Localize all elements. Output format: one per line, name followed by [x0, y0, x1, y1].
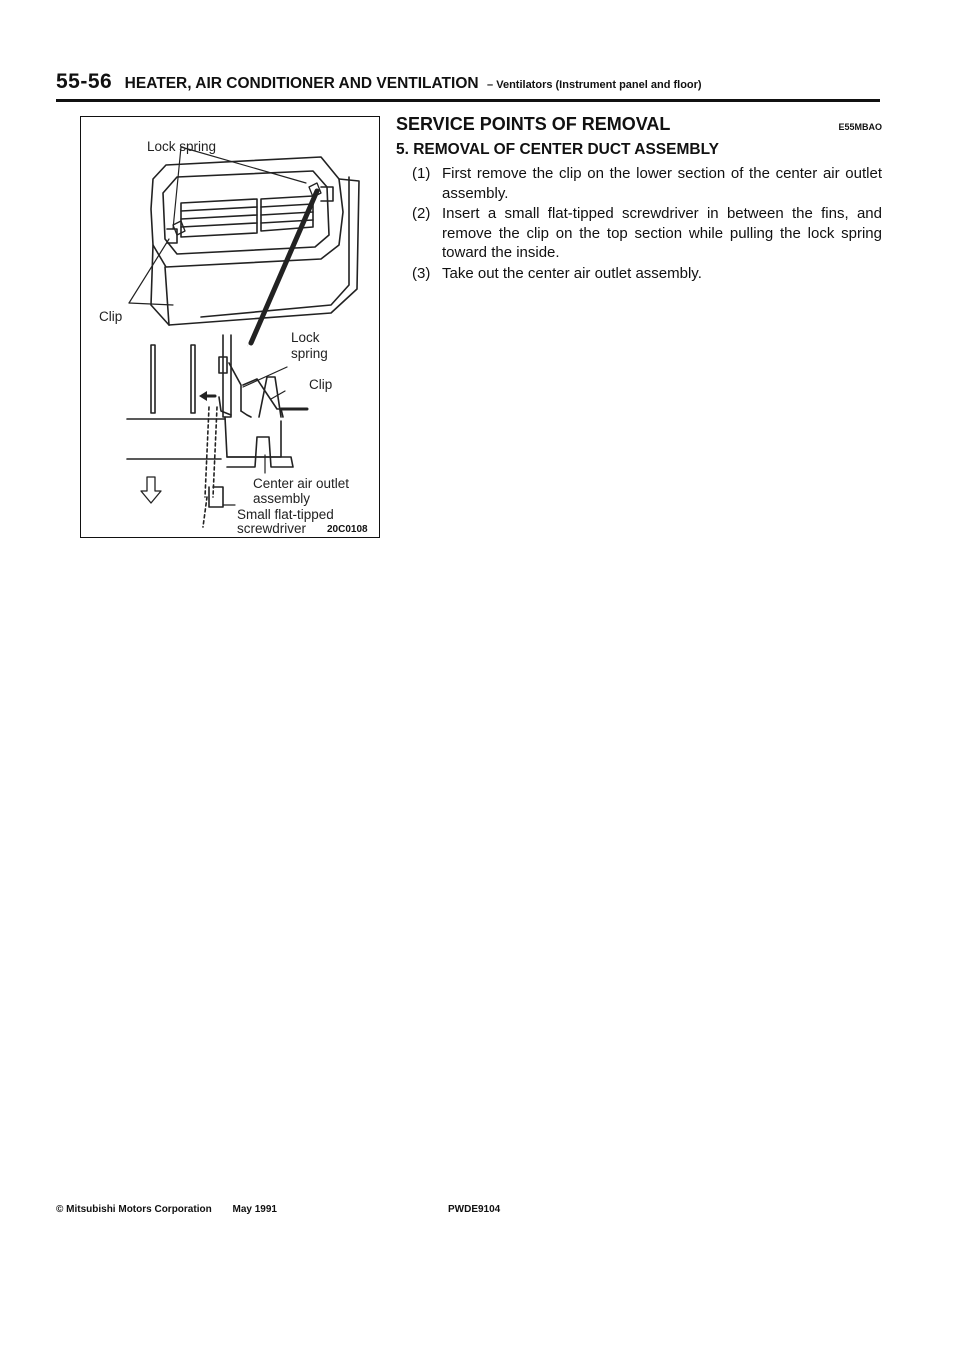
lock-spring-label-line2: spring — [291, 346, 328, 361]
step-number: (1) — [412, 165, 431, 182]
header-title: HEATER, AIR CONDITIONER AND VENTILATION — [124, 75, 479, 92]
screwdriver-label-line1: Small flat-tipped — [237, 507, 334, 522]
step-text: First remove the clip on the lower section of the center air outlet assembly. — [442, 165, 882, 202]
section-code: E55MBAO — [838, 122, 882, 132]
step-text: Insert a small flat-tipped screwdriver in between the fins, and remove the clip on the top section while pulling the lock spring toward the inside. — [442, 205, 882, 261]
footer-date: May 1991 — [232, 1204, 277, 1215]
step-number: (3) — [412, 264, 431, 282]
procedure-steps — [412, 164, 882, 284]
footer-code: PWDE9104 — [448, 1204, 501, 1215]
sub-heading: 5. REMOVAL OF CENTER DUCT ASSEMBLY — [396, 141, 719, 158]
center-outlet-label-line1: Center air outlet — [253, 476, 350, 491]
step-text: Take out the center air outlet assembly. — [442, 264, 702, 282]
footer — [56, 1204, 277, 1215]
center-outlet-label-line2: assembly — [253, 491, 311, 506]
clip-label-right: Clip — [309, 377, 333, 392]
clip-label-left: Clip — [99, 309, 123, 324]
footer-copyright: © Mitsubishi Motors Corporation — [56, 1204, 212, 1215]
step-number: (2) — [412, 205, 431, 222]
header-subtitle: – Ventilators (Instrument panel and floor) — [487, 79, 702, 91]
step-item — [412, 204, 882, 263]
page-number: 55-56 — [56, 70, 113, 93]
figure-code: 20C0108 — [327, 524, 368, 535]
header-rule — [56, 99, 880, 102]
step-item — [412, 264, 882, 284]
section-heading — [396, 114, 882, 135]
lock-spring-label-line1: Lock — [291, 330, 320, 345]
step-item — [412, 164, 882, 203]
illustration-figure — [80, 116, 380, 538]
lock-spring-label-top: Lock spring — [147, 139, 217, 154]
outlet-illustration — [81, 117, 378, 536]
section-heading-text: SERVICE POINTS OF REMOVAL — [396, 114, 671, 134]
screwdriver-label-line2: screwdriver — [237, 521, 307, 536]
